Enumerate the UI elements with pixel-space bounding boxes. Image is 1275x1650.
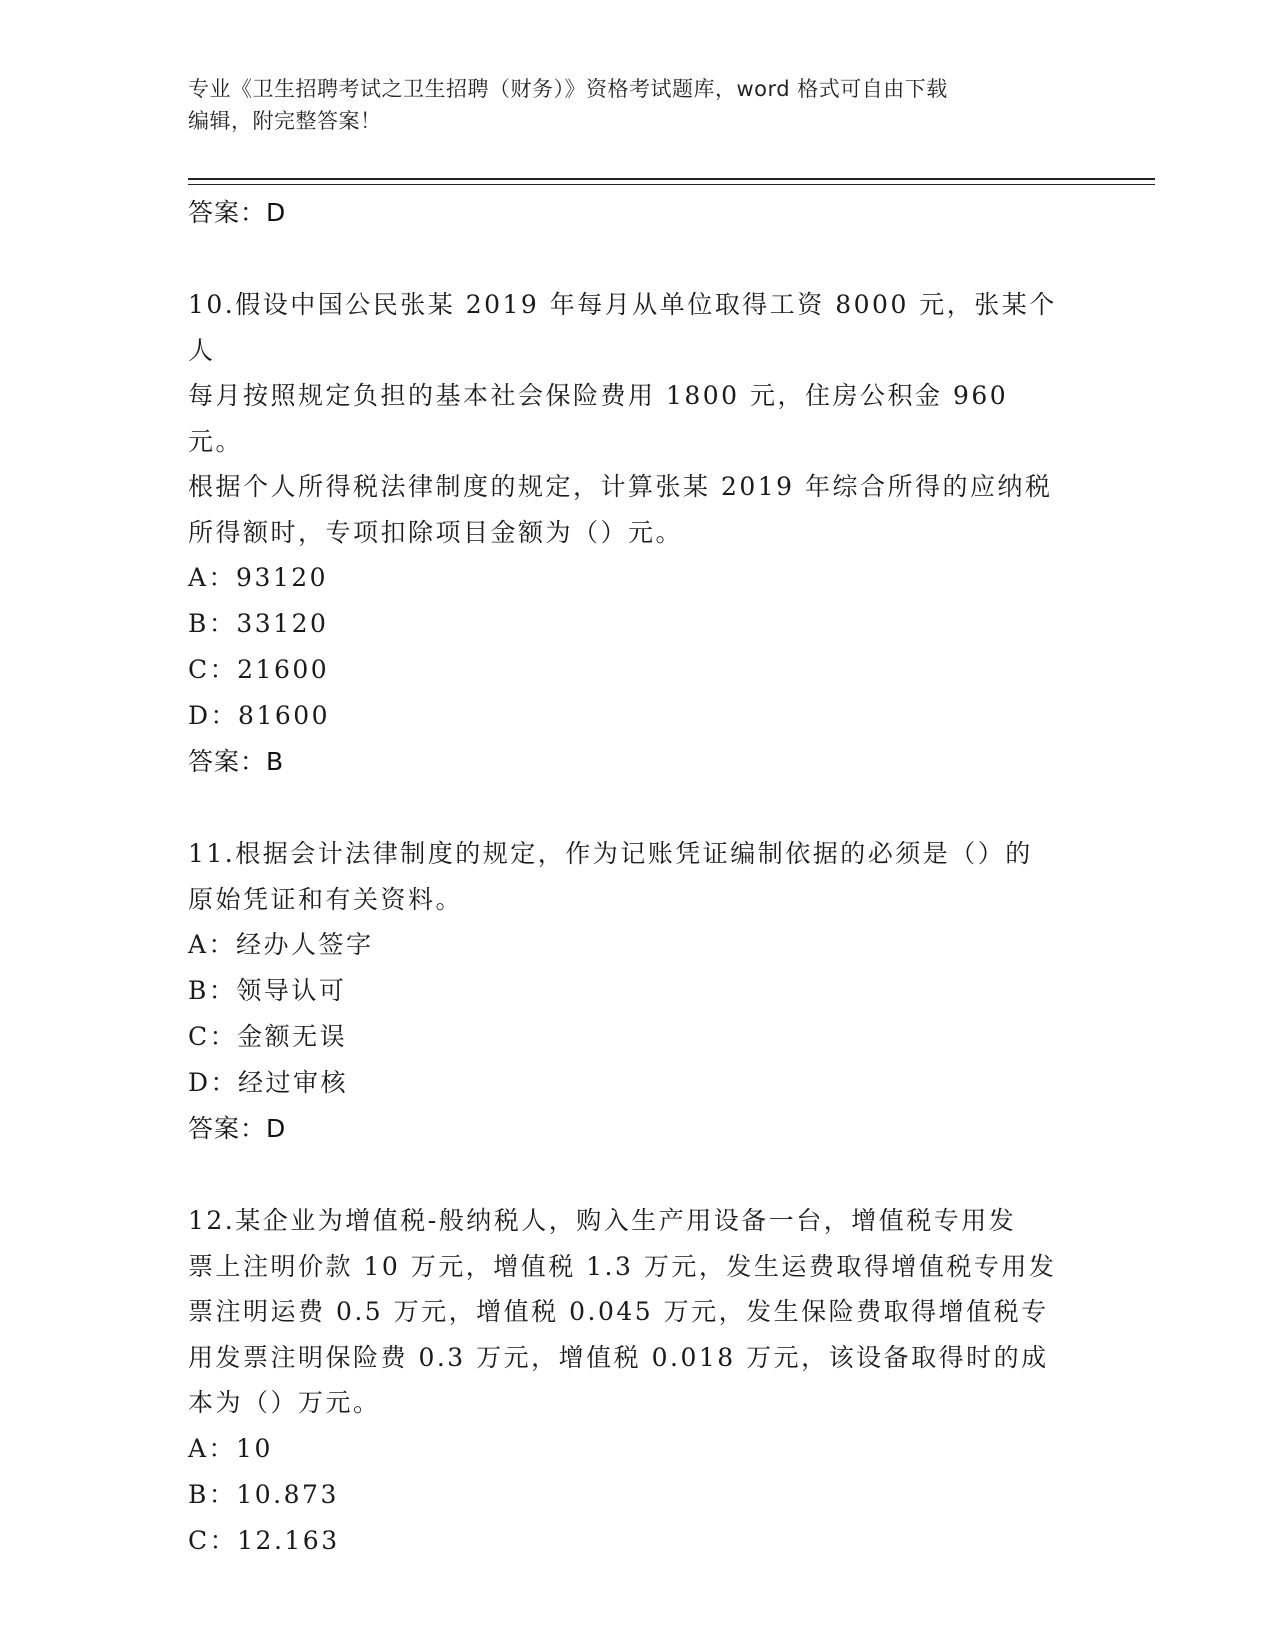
option-c: C：12.163 xyxy=(188,1525,340,1555)
header-rule-thick xyxy=(188,178,1155,180)
option-b: B：领导认可 xyxy=(188,976,347,1005)
question-11 xyxy=(188,831,1088,1152)
question-12 xyxy=(188,1198,1088,1564)
option-a: A：经办人签字 xyxy=(188,930,374,959)
question-stem xyxy=(188,282,1068,555)
stem-line: 用发票注明保险费 0.3 万元，增值税 0.018 万元，该设备取得时的成 xyxy=(188,1342,1049,1372)
header-line-2: 编辑，附完整答案！ xyxy=(188,109,382,133)
spacer xyxy=(188,785,1088,831)
spacer xyxy=(188,236,1088,282)
header-line-1: 专业《卫生招聘考试之卫生招聘（财务）》资格考试题库，word 格式可自由下载 xyxy=(188,77,948,101)
stem-line: 原始凭证和有关资料。 xyxy=(188,884,464,914)
option-c: C：21600 xyxy=(188,655,330,684)
stem-line: 12.某企业为增值税-般纳税人，购入生产用设备一台，增值税专用发 xyxy=(188,1206,1017,1235)
question-stem xyxy=(188,831,1068,922)
stem-line: 所得额时，专项扣除项目金额为（）元。 xyxy=(188,517,684,547)
option-b: B：10.873 xyxy=(188,1479,339,1509)
answer-line: 答案：D xyxy=(188,1114,287,1143)
previous-answer: 答案：D xyxy=(188,198,287,227)
option-a: A：93120 xyxy=(188,563,329,592)
page-header xyxy=(188,73,1068,137)
question-list xyxy=(188,190,1088,1564)
option-d: D：经过审核 xyxy=(188,1068,349,1097)
option-b: B：33120 xyxy=(188,609,329,638)
question-stem xyxy=(188,1198,1068,1426)
stem-line: 每月按照规定负担的基本社会保险费用 1800 元，住房公积金 960 元。 xyxy=(188,381,1009,456)
stem-line: 票上注明价款 10 万元，增值税 1.3 万元，发生运费取得增值税专用发 xyxy=(188,1251,1057,1281)
answer-line: 答案：B xyxy=(188,747,285,776)
stem-line: 票注明运费 0.5 万元，增值税 0.045 万元，发生保险费取得增值税专 xyxy=(188,1297,1049,1326)
header-rule-thin xyxy=(188,184,1155,185)
stem-line: 根据个人所得税法律制度的规定，计算张某 2019 年综合所得的应纳税 xyxy=(188,472,1053,501)
stem-line: 10.假设中国公民张某 2019 年每月从单位取得工资 8000 元，张某个人 xyxy=(188,290,1057,365)
stem-line: 本为（）万元。 xyxy=(188,1388,381,1417)
stem-line: 11.根据会计法律制度的规定，作为记账凭证编制依据的必须是（）的 xyxy=(188,839,1033,868)
option-c: C：金额无误 xyxy=(188,1022,348,1051)
option-d: D：81600 xyxy=(188,701,331,730)
question-10 xyxy=(188,282,1088,785)
spacer xyxy=(188,1152,1088,1198)
option-a: A：10 xyxy=(188,1433,273,1463)
